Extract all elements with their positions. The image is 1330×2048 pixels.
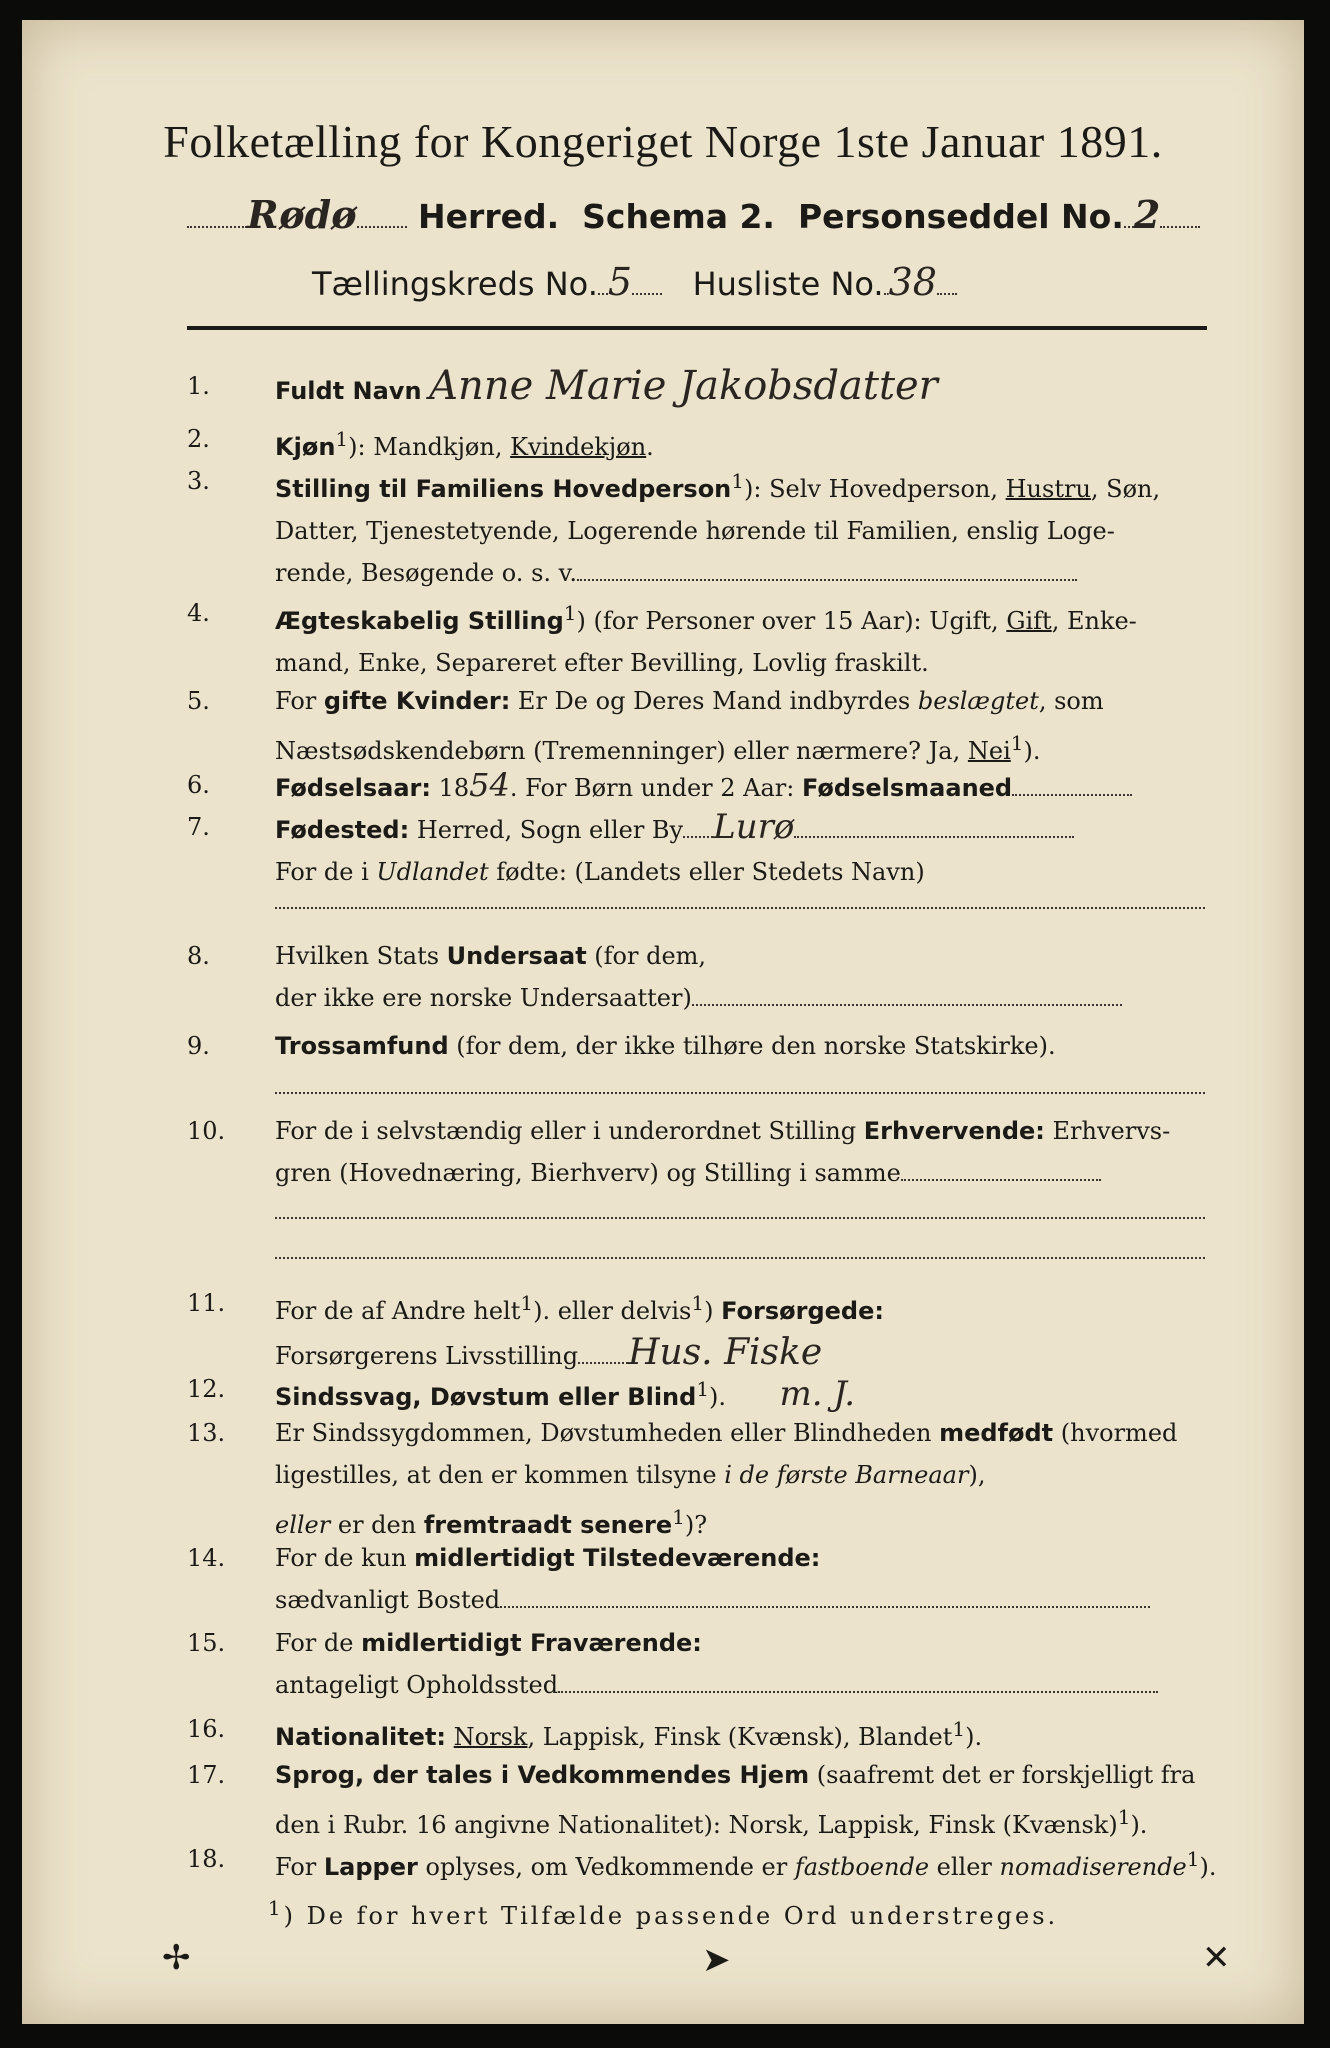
item-text: nomadiserende [999, 1853, 1187, 1881]
footnote-ref: 1 [952, 1717, 966, 1741]
item-text: )? [684, 1511, 708, 1539]
item-label: medfødt [939, 1419, 1054, 1447]
dotted-fill [692, 994, 1122, 1006]
item-text: Datter, Tjenestetyende, Logerende hørende til Familien, enslig Loge- [275, 517, 1115, 545]
item-text: ). [1023, 737, 1041, 765]
item-text: mand, Enke, Separeret efter Bevilling, Lovlig fraskilt. [275, 649, 929, 677]
item-number: 8. [187, 942, 210, 970]
item-number: 1. [187, 372, 210, 400]
header-line-herred [187, 192, 1207, 242]
item-text: For de kun [275, 1544, 415, 1572]
item-text: ): Mandkjøn, [348, 433, 511, 461]
item-text: Herred, Sogn eller By [409, 816, 684, 844]
item-text: sædvanligt Bosted [275, 1586, 501, 1614]
footnote [22, 1896, 1304, 1930]
header-line-kreds [312, 260, 1212, 310]
item-text: fødte: (Landets eller Stedets Navn) [488, 858, 925, 886]
item-text: , som [1038, 687, 1104, 715]
item-text: rende, Besøgende o. s. v. [275, 559, 577, 587]
item-label: Stilling til Familiens Hovedperson [275, 475, 732, 503]
item-text: den i Rubr. 16 angivne Nationalitet): Norsk, Lappisk, Finsk (Kvænsk) [275, 1811, 1118, 1839]
item-label: Sprog, der tales i Vedkommendes Hjem [275, 1761, 810, 1789]
item-text: , Lappisk, Finsk (Kvænsk), Blandet [527, 1723, 953, 1751]
item-text: Hvilken Stats [275, 942, 447, 970]
item-label: Sindssvag, Døvstum eller Blind [275, 1383, 697, 1411]
item-text: For de [275, 1629, 362, 1657]
item-number: 6. [187, 771, 210, 799]
item-label: Nationalitet: [275, 1723, 447, 1751]
dotted-fill [187, 216, 247, 228]
schema-label: Schema 2. [582, 197, 775, 236]
footnote-ref: 1 [691, 1291, 705, 1315]
footnote-ref: 1 [335, 427, 349, 451]
item-text: For de i [275, 858, 377, 886]
item-label: Fødested: [275, 816, 410, 844]
item-number: 18. [187, 1845, 226, 1873]
item-text: eller [929, 1853, 1000, 1881]
item-label: Ægteskabelig Stilling [275, 607, 564, 635]
birth-year-value: 54 [469, 766, 510, 804]
item-number: 15. [187, 1629, 226, 1657]
kreds-number: 5 [607, 260, 633, 304]
item-label: Fødselsmaaned [802, 774, 1013, 802]
item-text: ). [965, 1723, 983, 1751]
item-text: Er Sindssygdommen, Døvstumheden eller Blindheden [275, 1419, 940, 1447]
dotted-fill [1124, 216, 1134, 228]
footnote-text: ) De for hvert Tilfælde passende Ord understreges. [283, 1902, 1059, 1930]
item-label: Forsørgede: [721, 1297, 884, 1325]
footnote-ref: 1 [520, 1291, 534, 1315]
blank-line [275, 905, 1205, 909]
registration-mark-icon: ✢ [162, 1938, 191, 1978]
herred-value: Rødø [247, 192, 357, 237]
item-text: (saafremt det er forskjelligt fra [809, 1761, 1196, 1789]
item-text: . For Børn under 2 Aar: [509, 774, 802, 802]
item-label: fremtraadt senere [423, 1511, 673, 1539]
item-label: gifte Kvinder: [323, 687, 511, 715]
item-text: For de i selvstændig eller i underordnet Stilling [275, 1117, 864, 1145]
item-text: (hvormed [1053, 1419, 1178, 1447]
item-text: ). [1130, 1811, 1148, 1839]
provider-occupation-value: Hus. Fiske [628, 1332, 823, 1373]
item-label: midlertidigt Tilstedeværende: [414, 1544, 821, 1572]
underlined-choice: Hustru [1005, 475, 1091, 503]
kreds-label: Tællingskreds No. [312, 265, 598, 303]
item-text: antageligt Opholdssted [275, 1671, 559, 1699]
blank-line [275, 1215, 1205, 1219]
dotted-fill [598, 283, 608, 295]
item-text: , Enke- [1051, 607, 1137, 635]
item-text: ) [704, 1297, 722, 1325]
item-number: 3. [187, 467, 210, 495]
item-text: gren (Hovednæring, Bierhverv) og Stilling i samme [275, 1159, 901, 1187]
item-text: Erhvervs- [1044, 1117, 1171, 1145]
footnote-ref: 1 [696, 1377, 710, 1401]
item-text: For [275, 687, 324, 715]
item-text: For [275, 1853, 324, 1881]
herred-label: Herred. [418, 197, 560, 236]
item-text: Næstsødskendebørn (Tremenninger) eller nærmere? Ja, [275, 737, 968, 765]
husliste-label: Husliste No. [692, 265, 884, 303]
item-label: midlertidigt Fraværende: [361, 1629, 702, 1657]
item-number: 4. [187, 599, 210, 627]
item-text: (for dem, der ikke tilhøre den norske Statskirke). [448, 1032, 1056, 1060]
item-number: 14. [187, 1544, 226, 1572]
item-text: er den [330, 1511, 424, 1539]
dotted-fill [937, 283, 957, 295]
item-label: Trossamfund [275, 1032, 449, 1060]
item-text: Forsørgerens Livsstilling [275, 1342, 579, 1370]
underlined-choice: Kvindekjøn [510, 433, 647, 461]
footnote-ref: 1 [672, 1505, 685, 1529]
item-text: ): Selv Hovedperson, [744, 475, 1006, 503]
item-text: (for dem, [586, 942, 707, 970]
item-text: fastboende [794, 1853, 930, 1881]
item-text: ) (for Personer over 15 Aar): Ugift, [576, 607, 1007, 635]
item-text: eller [275, 1511, 331, 1539]
item-text: oplyses, om Vedkommende er [417, 1853, 795, 1881]
blank-line [275, 1255, 1205, 1259]
item-label: Undersaat [446, 942, 587, 970]
dotted-fill [357, 216, 407, 228]
item-label: Lapper [323, 1853, 418, 1881]
item-text: Udlandet [376, 858, 489, 886]
form-title: Folketælling for Kongeriget Norge 1ste Januar 1891. [163, 116, 1163, 167]
registration-mark-icon: ➤ [702, 1940, 731, 1980]
dotted-fill [632, 283, 662, 295]
item-text: der ikke ere norske Undersaatter) [275, 984, 692, 1012]
item-number: 11. [187, 1289, 226, 1317]
item-number: 12. [187, 1375, 226, 1403]
footnote-ref: 1 [1010, 731, 1024, 755]
item-number: 7. [187, 813, 210, 841]
footnote-ref: 1 [1117, 1805, 1131, 1829]
item-number: 5. [187, 687, 210, 715]
item-number: 9. [187, 1032, 210, 1060]
dotted-fill [683, 826, 713, 838]
item-text: 18 [431, 774, 470, 802]
footnote-ref: 1 [731, 469, 745, 493]
dotted-fill [901, 1169, 1101, 1181]
item-text: ). [709, 1383, 727, 1411]
item-number: 13. [187, 1419, 226, 1447]
personseddel-label: Personseddel No. [797, 197, 1124, 236]
item-text: i de første Barneaar [724, 1461, 969, 1489]
census-form [22, 20, 1304, 2024]
dotted-fill [1160, 216, 1200, 228]
item-text: Er De og Deres Mand indbyrdes [510, 687, 918, 715]
dotted-fill [558, 1681, 1158, 1693]
birthplace-value: Lurø [713, 807, 795, 847]
dotted-fill [500, 1596, 1150, 1608]
item-label: Fødselsaar: [275, 774, 431, 802]
item-text: For de af Andre helt [275, 1297, 521, 1325]
item-text: ligestilles, at den er kommen tilsyne [275, 1461, 725, 1489]
dotted-fill [577, 569, 1077, 581]
item-label: Kjøn [275, 433, 336, 461]
item-text: . [646, 433, 654, 461]
item-label: Erhvervende: [863, 1117, 1045, 1145]
blank-line [275, 1090, 1205, 1094]
footnote-ref: 1 [267, 1896, 284, 1920]
underlined-choice: Gift [1006, 607, 1052, 635]
dotted-fill [1012, 784, 1132, 796]
husliste-number: 38 [888, 260, 937, 304]
underlined-choice: Nei [967, 737, 1011, 765]
personseddel-number: 2 [1133, 192, 1161, 237]
item-number: 10. [187, 1117, 226, 1145]
item-text: beslægtet [917, 687, 1039, 715]
underlined-choice: Norsk [453, 1723, 528, 1751]
footnote-ref: 1 [563, 601, 577, 625]
item-label: Fuldt Navn [275, 377, 422, 405]
header-rule [187, 326, 1207, 330]
footnote-ref: 1 [1186, 1847, 1200, 1871]
registration-mark-icon: ✕ [1202, 1938, 1231, 1978]
item-text: ). [1199, 1853, 1217, 1881]
item-text: ), [968, 1461, 986, 1489]
item-number: 17. [187, 1761, 226, 1789]
item-number: 2. [187, 425, 210, 453]
item-number: 16. [187, 1715, 226, 1743]
disability-value: m. J. [779, 1374, 856, 1414]
item-text: , Søn, [1090, 475, 1161, 503]
dotted-fill [794, 826, 1074, 838]
dotted-fill [578, 1352, 628, 1364]
full-name-value: Anne Marie Jakobsdatter [429, 363, 938, 409]
item-text: ). eller delvis [533, 1297, 692, 1325]
